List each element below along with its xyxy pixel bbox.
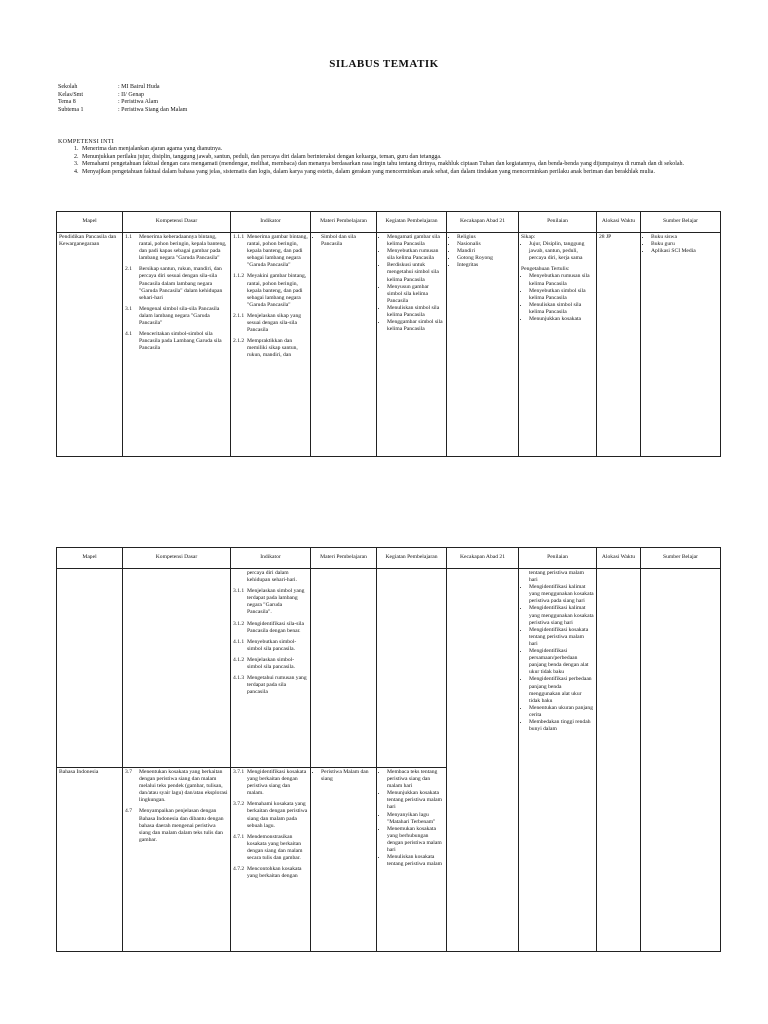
kd-item bbox=[125, 331, 228, 352]
column-header: Kompetensi Dasar bbox=[123, 212, 231, 233]
kecakapan-item: • Integritas bbox=[457, 262, 516, 269]
kecakapan-item: • Gotong Royong bbox=[457, 255, 516, 262]
kegiatan-item: • Menggambar simbol sila kelima Pancasila bbox=[387, 319, 444, 333]
syllabus-table-2 bbox=[56, 547, 721, 952]
indikator-item-number: 1.1.2 bbox=[233, 273, 245, 280]
table-row bbox=[57, 233, 721, 457]
kd-item bbox=[125, 808, 228, 843]
penilaian-item: • Jujur, Disiplin, tanggung jawab, santun, peduli, percaya diri, kerja sama bbox=[529, 241, 594, 262]
kegiatan-cell bbox=[377, 768, 447, 952]
sumber-item: • Buku siswa bbox=[651, 234, 718, 241]
indikator-item-number: 3.1.1 bbox=[233, 588, 245, 595]
info-row bbox=[58, 99, 187, 107]
indikator-item bbox=[233, 588, 308, 616]
ki-item: 2. Menunjukkan perilaku jujur, disiplin, tanggung jawab, santun, peduli, dan percaya diri dalam berinteraksi dengan keluarga, teman, guru dan tetangga. bbox=[80, 154, 748, 161]
kd-item bbox=[125, 234, 228, 262]
indikator-item bbox=[233, 769, 308, 797]
kd-item-text: Menceritakan simbol-simbol sila Pancasila pada Lambang Garuda sila Pancasila bbox=[139, 331, 222, 352]
info-row bbox=[58, 84, 187, 92]
indikator-item-number: 3.7.2 bbox=[233, 801, 245, 808]
kd-item-number: 4.7 bbox=[125, 808, 132, 815]
indikator-item bbox=[233, 675, 308, 696]
page-title: SILABUS TEMATIK bbox=[329, 58, 439, 70]
indikator-item bbox=[233, 657, 308, 671]
mapel-cell: Pendidikan Pancasila dan Kewarganegaraan bbox=[57, 233, 123, 457]
column-header: Indikator bbox=[231, 548, 311, 569]
materi-cell bbox=[311, 233, 377, 457]
indikator-cell bbox=[231, 233, 311, 457]
sumber-cell bbox=[641, 233, 721, 457]
column-header: Alokasi Waktu bbox=[597, 548, 641, 569]
kegiatan-cell bbox=[377, 233, 447, 457]
indikator-item-text: Mengidentifikasi kosakata yang berkaitan dengan peristiwa siang dan malam. bbox=[247, 769, 307, 797]
penilaian-item: • Mengidentifikasi perbedaan panjang benda menggunakan alat ukur tidak baku bbox=[529, 676, 594, 704]
ki-item: 3. Memahami pengetahuan faktual dengan cara mengamati (mendengar, melihat, membaca) dan menanya berdasarkan rasa ingin tahu tentang dirinya, makhluk ciptaan Tuhan dan kegiatannya, dan benda-benda yang dijumpainya di rumah dan di sekolah. bbox=[80, 161, 748, 168]
info-value: : Peristiwa Alam bbox=[118, 99, 158, 106]
column-header: Kecakapan Abad 21 bbox=[447, 212, 519, 233]
info-label: Sekolah bbox=[58, 84, 78, 90]
kd-item-number: 3.7 bbox=[125, 769, 132, 775]
penilaian-item: • Mengidentifikasi persamaan/perbedaan panjang benda dengan alat ukur tidak baku bbox=[529, 648, 594, 676]
indikator-item bbox=[233, 273, 308, 308]
ki-heading: KOMPETENSI INTI bbox=[58, 139, 114, 145]
kegiatan-item: • Menuliskan simbol sila kelima Pancasila bbox=[387, 305, 444, 319]
indikator-cell bbox=[231, 569, 311, 768]
indikator-item-number bbox=[233, 570, 247, 584]
column-header: Mapel bbox=[57, 212, 123, 233]
penilaian-item: tentang peristiwa malam hari bbox=[529, 570, 584, 584]
kd-item-number: 3.1 bbox=[125, 305, 132, 312]
ki-item: 4. Menyajikan pengetahuan faktual dalam bahasa yang jelas, sistematis dan logis, dalam karya yang estetis, dalam gerakan yang mencerminkan anak sehat, dan dalam tindakan yang mencerminkan perilaku anak beriman dan berakhlak mulia. bbox=[80, 169, 748, 176]
indikator-item-number: 3.1.2 bbox=[233, 620, 245, 627]
indikator-item-text: Meyakini gambar bintang, rantai, pohon beringin, kepala banteng, dan padi sebagai lambang negara "Garuda Pancasila" bbox=[247, 273, 307, 308]
indikator-cell bbox=[231, 768, 311, 952]
indikator-item-number: 4.1.3 bbox=[233, 675, 245, 682]
column-header: Penilaian bbox=[519, 548, 597, 569]
ki-item: 1. Menerima dan menjalankan ajaran agama yang dianutnya. bbox=[80, 146, 748, 153]
column-header: Kompetensi Dasar bbox=[123, 548, 231, 569]
penilaian-item: • Menyebutkan simbol sila kelima Pancasila bbox=[529, 288, 594, 302]
kegiatan-item: • Berdiskusi untuk mengetahui simbol sila kelima Pancasila bbox=[387, 262, 444, 283]
school-info bbox=[58, 84, 187, 114]
indikator-item bbox=[233, 338, 308, 359]
kecakapan-item: • Mandiri bbox=[457, 248, 516, 255]
penilaian-item: • Membedakan tinggi rendah bunyi dalam bbox=[529, 719, 594, 733]
penilaian-item: • Menuliskan simbol sila kelima Pancasila bbox=[529, 302, 594, 316]
indikator-item-number: 4.7.2 bbox=[233, 866, 245, 873]
indikator-item-text: Menjelaskan sikap yang sesuai dengan sila-sila Pancasila bbox=[247, 312, 302, 334]
info-label: Subtema 1 bbox=[58, 106, 84, 113]
penilaian-item: • Mengidentifikasi kalimat yang menggunakan kosakata peristiwa pada siang hari bbox=[529, 584, 594, 605]
kd-item-number: 2.1 bbox=[125, 266, 132, 273]
penilaian-sikap-heading: Sikap: bbox=[521, 234, 536, 240]
column-header: Sumber Belajar bbox=[641, 212, 721, 233]
column-header: Mapel bbox=[57, 548, 123, 569]
indikator-item-text: Menyebutkan simbol- simbol sila pancasila. bbox=[247, 638, 297, 652]
kd-cell bbox=[123, 233, 231, 457]
column-header: Kecakapan Abad 21 bbox=[447, 548, 519, 569]
column-header: Alokasi Waktu bbox=[597, 212, 641, 233]
kompetensi-inti bbox=[58, 139, 748, 176]
info-label: Kelas/Smt bbox=[58, 91, 83, 98]
indikator-item-number: 3.7.1 bbox=[233, 769, 245, 775]
penilaian-cell bbox=[519, 569, 597, 952]
indikator-item bbox=[233, 234, 308, 269]
kd-item-number: 1.1 bbox=[125, 234, 132, 240]
kd-item bbox=[125, 769, 228, 804]
indikator-item-number: 2.1.2 bbox=[233, 338, 245, 345]
syllabus-table-1 bbox=[56, 211, 721, 457]
sumber-item: • Aplikasi SCI Media bbox=[651, 248, 718, 255]
indikator-item bbox=[233, 866, 308, 880]
table-header-row bbox=[57, 548, 721, 569]
indikator-item-number: 4.1.2 bbox=[233, 656, 245, 663]
indikator-item-text: Mengetahui rumusan yang terdapat pada sila pancasila bbox=[247, 675, 307, 696]
indikator-item-text: Mempraktikkan dan memiliki sikap santun, rukun, mandiri, dan bbox=[247, 338, 298, 359]
indikator-item-number: 2.1.1 bbox=[233, 312, 245, 319]
kegiatan-item: • Menyebutkan rumusan sila kelima Pancasila bbox=[387, 248, 444, 262]
materi-item: • Peristiwa Malam dan siang bbox=[321, 769, 374, 783]
indikator-item-text: Mengidentifikasi sila-sila Pancasila dengan benar. bbox=[247, 620, 305, 634]
column-header: Sumber Belajar bbox=[641, 548, 721, 569]
kd-item bbox=[125, 306, 228, 327]
indikator-item-text: Menjelaskan simbol- simbol sila pancasila. bbox=[247, 656, 296, 671]
kegiatan-item: • Menuliskan kosakata tentang peristiwa malam bbox=[387, 854, 444, 868]
indikator-item bbox=[233, 621, 308, 635]
indikator-item bbox=[233, 639, 308, 653]
kd-cell bbox=[123, 768, 231, 952]
kegiatan-item: • Menyanyikan lagu "Matahari Terbenam" bbox=[387, 812, 444, 826]
indikator-item-text: Menerima gambar bintang, rantai, pohon beringin, kepala banteng, dan padi sebagai lambang negara "Garuda Pancasila" bbox=[247, 234, 308, 269]
info-value: : MI Bairul Huda bbox=[118, 84, 160, 90]
kecakapan-cell bbox=[447, 233, 519, 457]
kegiatan-item: • Membaca teks tentang peristiwa siang dan malam hari bbox=[387, 769, 444, 790]
column-header: Indikator bbox=[231, 212, 311, 233]
kegiatan-item: • Mengamati gambar sila kelima Pancasila bbox=[387, 234, 444, 248]
penilaian-item: • Menyebutkan rumusan sila kelima Pancasila bbox=[529, 273, 594, 287]
kd-item-number: 4.1 bbox=[125, 331, 132, 338]
indikator-item bbox=[233, 834, 308, 862]
materi-item: • Simbol dan sila Pancasila bbox=[321, 234, 374, 248]
info-row bbox=[58, 92, 187, 100]
indikator-item-text: Mencontohkan kosakata yang berkaitan dengan bbox=[247, 866, 302, 880]
mapel-cell: Bahasa Indonesia bbox=[57, 768, 123, 952]
penilaian-item: • Mengidentifikasi kalimat yang menggunakan kosakata peristiwa siang hari bbox=[529, 605, 594, 626]
penilaian-pengetahuan-heading: Pengetahuan Tertulis: bbox=[521, 266, 570, 273]
kecakapan-item: • Religius bbox=[457, 234, 516, 241]
info-label: Tema 8 bbox=[58, 99, 76, 106]
column-header: Kegiatan Pembelajaran bbox=[377, 212, 447, 233]
indikator-item-text: Mendemonstrasikan kosakata yang berkaitan dengan siang dan malam secara tulis dan gambar. bbox=[247, 833, 303, 862]
indikator-item-number: 4.1.1 bbox=[233, 638, 245, 645]
ki-list bbox=[58, 146, 748, 176]
penilaian-cell bbox=[519, 233, 597, 457]
column-header: Penilaian bbox=[519, 212, 597, 233]
indikator-item-number: 4.7.1 bbox=[233, 833, 245, 840]
indikator-item-text: Menjelaskan simbol yang terdapat pada lambang negara "Garuda Pancasila". bbox=[247, 588, 305, 616]
sumber-item: • Buku guru bbox=[651, 241, 718, 248]
indikator-item-text: Memahami kosakata yang berkaitan dengan peristiwa siang dan malam pada sebuah lagu. bbox=[247, 801, 308, 829]
info-row bbox=[58, 107, 187, 115]
alokasi-cell: 28 JP bbox=[597, 233, 641, 457]
penilaian-item: • Mengidentifikasi kosakata tentang peristiwa malam hari bbox=[529, 627, 594, 648]
kegiatan-item: • Menyusun gambar simbol sila kelima Pancasila bbox=[387, 284, 444, 305]
kd-item-text: Bersikap santun, rukun, mandiri, dan percaya diri sesuai dengan sila-sila Pancasila dalam lambang negara "Garuda Pancasila" dalam kehidupan sehari-hari bbox=[139, 266, 223, 301]
kd-item-text: Menerima keberadaannya bintang, rantai, pohon beringin, kepala banteng, dan padi kapas sebagai gambar pada lambang negara "Garuda Pancasila" bbox=[139, 234, 227, 262]
kegiatan-item: • Menunjukkan kosakata tentang peristiwa malam hari bbox=[387, 790, 444, 811]
materi-cell bbox=[311, 768, 377, 952]
indikator-item bbox=[233, 801, 308, 829]
kegiatan-item: • Menemukan kosakata yang berhubungan dengan peristiwa malam hari bbox=[387, 826, 444, 854]
kd-item-text: Mengenal simbol sila-sila Pancasila dalam lambang negara "Garuda Pancasila" bbox=[139, 305, 220, 327]
column-header: Materi Pembelajaran bbox=[311, 548, 377, 569]
column-header: Materi Pembelajaran bbox=[311, 212, 377, 233]
kecakapan-item: • Nasionalis bbox=[457, 241, 516, 248]
indikator-item-text: percaya diri dalam kehidupan sehari-hari. bbox=[247, 570, 298, 584]
column-header: Kegiatan Pembelajaran bbox=[377, 548, 447, 569]
table-header-row bbox=[57, 212, 721, 233]
penilaian-item: • Menunjukkan kosakata bbox=[529, 316, 594, 323]
info-value: : Peristiwa Siang dan Malam bbox=[118, 106, 188, 113]
table-row bbox=[57, 569, 721, 768]
indikator-item bbox=[233, 570, 308, 584]
penilaian-item: • Menentukan ukuran panjang cerita bbox=[529, 705, 594, 719]
kd-item bbox=[125, 266, 228, 301]
indikator-item bbox=[233, 313, 308, 334]
indikator-item-number: 1.1.1 bbox=[233, 234, 245, 240]
info-value: : II/ Genap bbox=[118, 91, 144, 98]
kd-item-text: Menyampaikan penjelasan dengan Bahasa Indonesia dan dibantu dengan bahasa daerah mengenai peristiwa siang dan malam dalam teks tulis dan gambar. bbox=[139, 808, 224, 843]
kd-item-text: Menentukan kosakata yang berkaitan dengan peristiwa siang dan malam melalui teks pendek (gambar, tulisan, dan/atau syair lagu) dan/atau eksplorasi lingkungan. bbox=[139, 769, 228, 804]
